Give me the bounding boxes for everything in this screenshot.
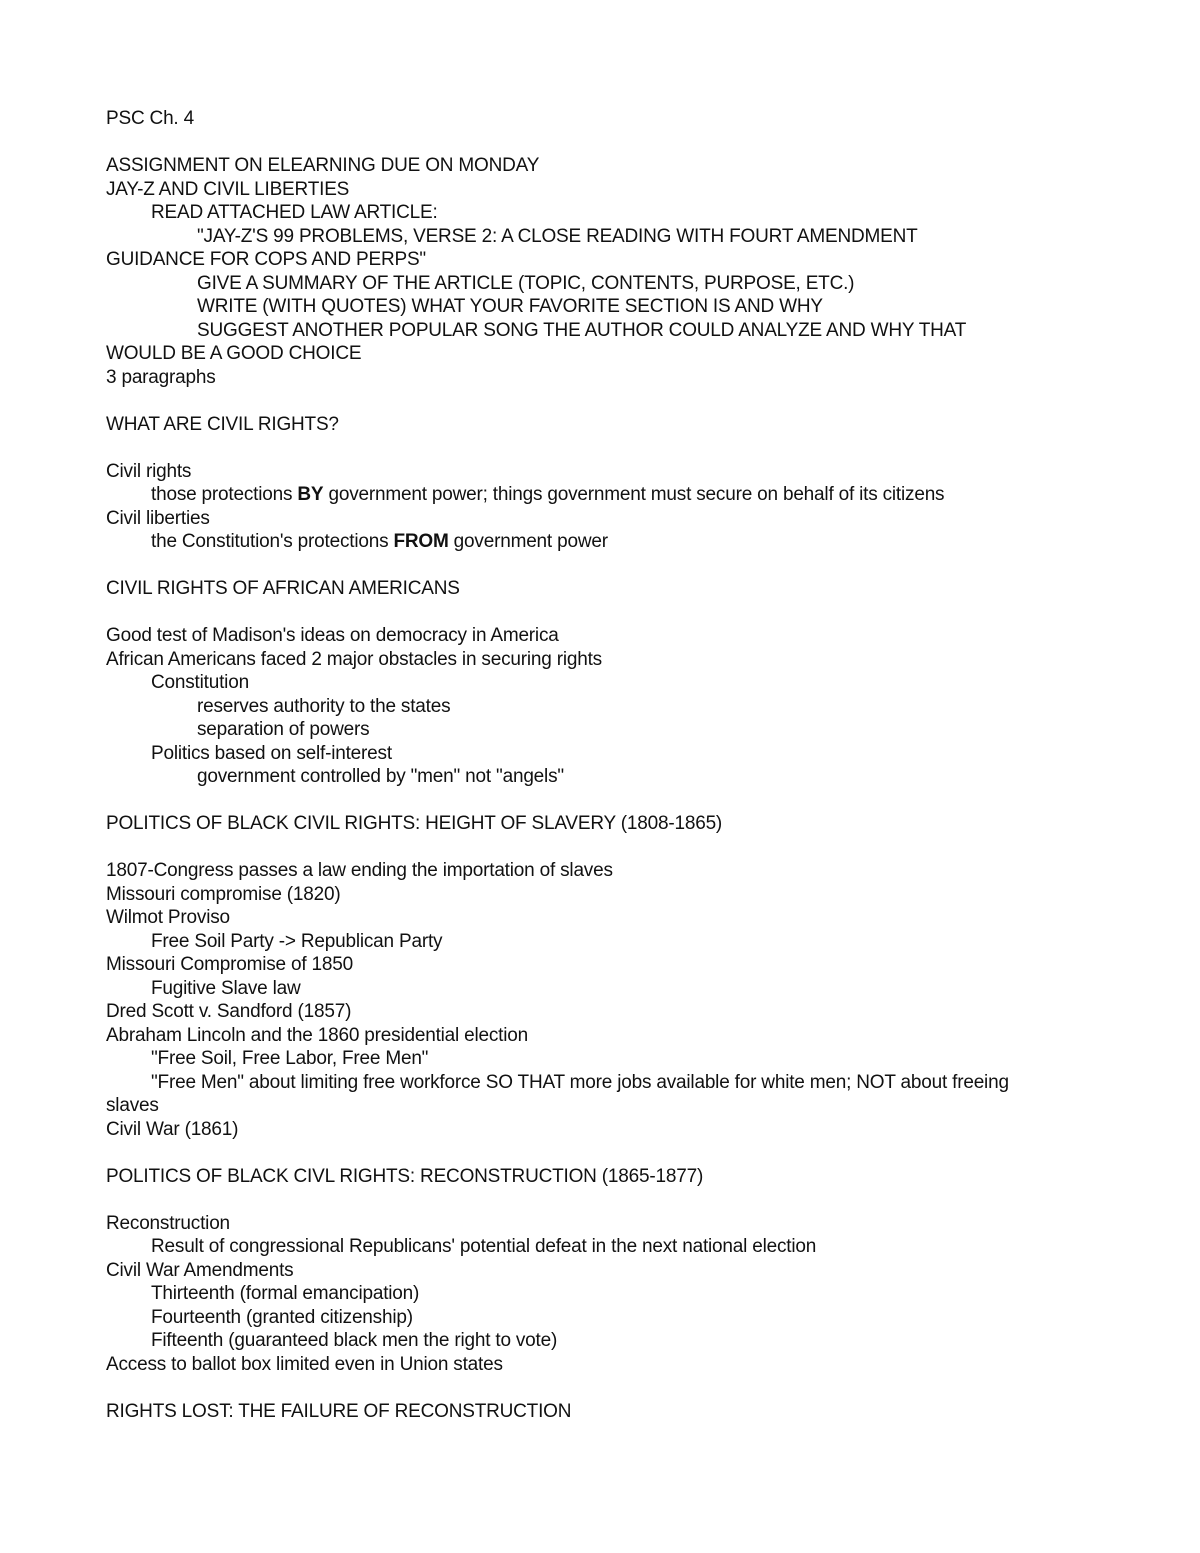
outline-subitem: Thirteenth (formal emancipation) <box>151 1283 420 1304</box>
spacer <box>106 789 1106 813</box>
outline-subitem: Fugitive Slave law <box>151 977 301 999</box>
assignment-task-suggest-line2: WOULD BE A GOOD CHOICE <box>106 343 362 364</box>
outline-item: Civil War (1861) <box>106 1118 239 1140</box>
civil-liberties-definition <box>106 530 1106 554</box>
african-americans-heading: CIVIL RIGHTS OF AFRICAN AMERICANS <box>106 578 460 599</box>
civil-liberties-term: Civil liberties <box>106 507 210 529</box>
outline-subitem: "Free Men" about limiting free workforce SO THAT more jobs available for white men; NOT about freeing <box>151 1071 1009 1093</box>
outline-subitem-continued: slaves <box>106 1095 159 1116</box>
assignment-read: READ ATTACHED LAW ARTICLE: <box>151 202 438 223</box>
spacer <box>106 131 1106 155</box>
spacer <box>106 1376 1106 1400</box>
definition-text: government power; things government must secure on behalf of its citizens <box>323 484 945 505</box>
outline-item: 1807-Congress passes a law ending the importation of slaves <box>106 860 613 881</box>
document-page <box>106 107 1106 1423</box>
assignment-task-summary: GIVE A SUMMARY OF THE ARTICLE (TOPIC, CONTENTS, PURPOSE, ETC.) <box>197 272 855 294</box>
outline-item: Civil War Amendments <box>106 1259 294 1281</box>
reconstruction-heading: POLITICS OF BLACK CIVL RIGHTS: RECONSTRUCTION (1865-1877) <box>106 1165 704 1187</box>
definition-text: the Constitution's protections <box>151 531 394 552</box>
outline-item: Dred Scott v. Sandford (1857) <box>106 1001 352 1022</box>
definition-text: government power <box>448 531 608 552</box>
spacer <box>106 389 1106 413</box>
civil-rights-definition <box>106 483 1106 507</box>
outline-item: Missouri compromise (1820) <box>106 883 341 905</box>
assignment-length: 3 paragraphs <box>106 366 216 388</box>
outline-subitem: Free Soil Party -> Republican Party <box>151 930 443 952</box>
assignment-task-favorite: WRITE (WITH QUOTES) WHAT YOUR FAVORITE SECTION IS AND WHY <box>197 296 823 317</box>
assignment-task-suggest-line1: SUGGEST ANOTHER POPULAR SONG THE AUTHOR COULD ANALYZE AND WHY THAT <box>197 319 967 341</box>
outline-subitem: Fourteenth (granted citizenship) <box>151 1306 413 1328</box>
article-title-line1: "JAY-Z'S 99 PROBLEMS, VERSE 2: A CLOSE READING WITH FOURT AMENDMENT <box>197 225 918 247</box>
spacer <box>106 554 1106 578</box>
outline-subitem: "Free Soil, Free Labor, Free Men" <box>151 1048 429 1069</box>
definition-emphasis: FROM <box>393 531 449 552</box>
outline-item: Good test of Madison's ideas on democracy in America <box>106 625 559 646</box>
spacer <box>106 1141 1106 1165</box>
outline-item: African Americans faced 2 major obstacles in securing rights <box>106 648 602 670</box>
spacer <box>106 1188 1106 1212</box>
outline-item: Wilmot Proviso <box>106 907 230 928</box>
civil-rights-heading: WHAT ARE CIVIL RIGHTS? <box>106 413 339 435</box>
slavery-heading: POLITICS OF BLACK CIVIL RIGHTS: HEIGHT OF SLAVERY (1808-1865) <box>106 813 723 834</box>
document-title: PSC Ch. 4 <box>106 108 194 129</box>
outline-item: Missouri Compromise of 1850 <box>106 954 353 975</box>
assignment-topic: JAY-Z AND CIVIL LIBERTIES <box>106 178 350 200</box>
definition-emphasis: BY <box>297 484 324 505</box>
spacer <box>106 436 1106 460</box>
outline-subitem: Result of congressional Republicans' potential defeat in the next national election <box>151 1236 817 1257</box>
outline-subsubitem: separation of powers <box>197 719 370 740</box>
article-title-line2: GUIDANCE FOR COPS AND PERPS" <box>106 249 426 270</box>
outline-subitem: Politics based on self-interest <box>151 742 392 764</box>
outline-subitem: Constitution <box>151 672 249 693</box>
outline-subsubitem: reserves authority to the states <box>197 695 451 717</box>
definition-text: those protections <box>151 484 298 505</box>
spacer <box>106 601 1106 625</box>
outline-item: Access to ballot box limited even in Union states <box>106 1353 503 1375</box>
spacer <box>106 836 1106 860</box>
civil-rights-term: Civil rights <box>106 460 192 482</box>
outline-subitem: Fifteenth (guaranteed black men the right to vote) <box>151 1330 558 1351</box>
rights-lost-heading: RIGHTS LOST: THE FAILURE OF RECONSTRUCTION <box>106 1400 572 1422</box>
assignment-heading: ASSIGNMENT ON ELEARNING DUE ON MONDAY <box>106 155 540 176</box>
outline-subsubitem: government controlled by "men" not "angels" <box>197 766 564 787</box>
outline-item: Reconstruction <box>106 1212 230 1234</box>
outline-item: Abraham Lincoln and the 1860 presidential election <box>106 1024 529 1046</box>
